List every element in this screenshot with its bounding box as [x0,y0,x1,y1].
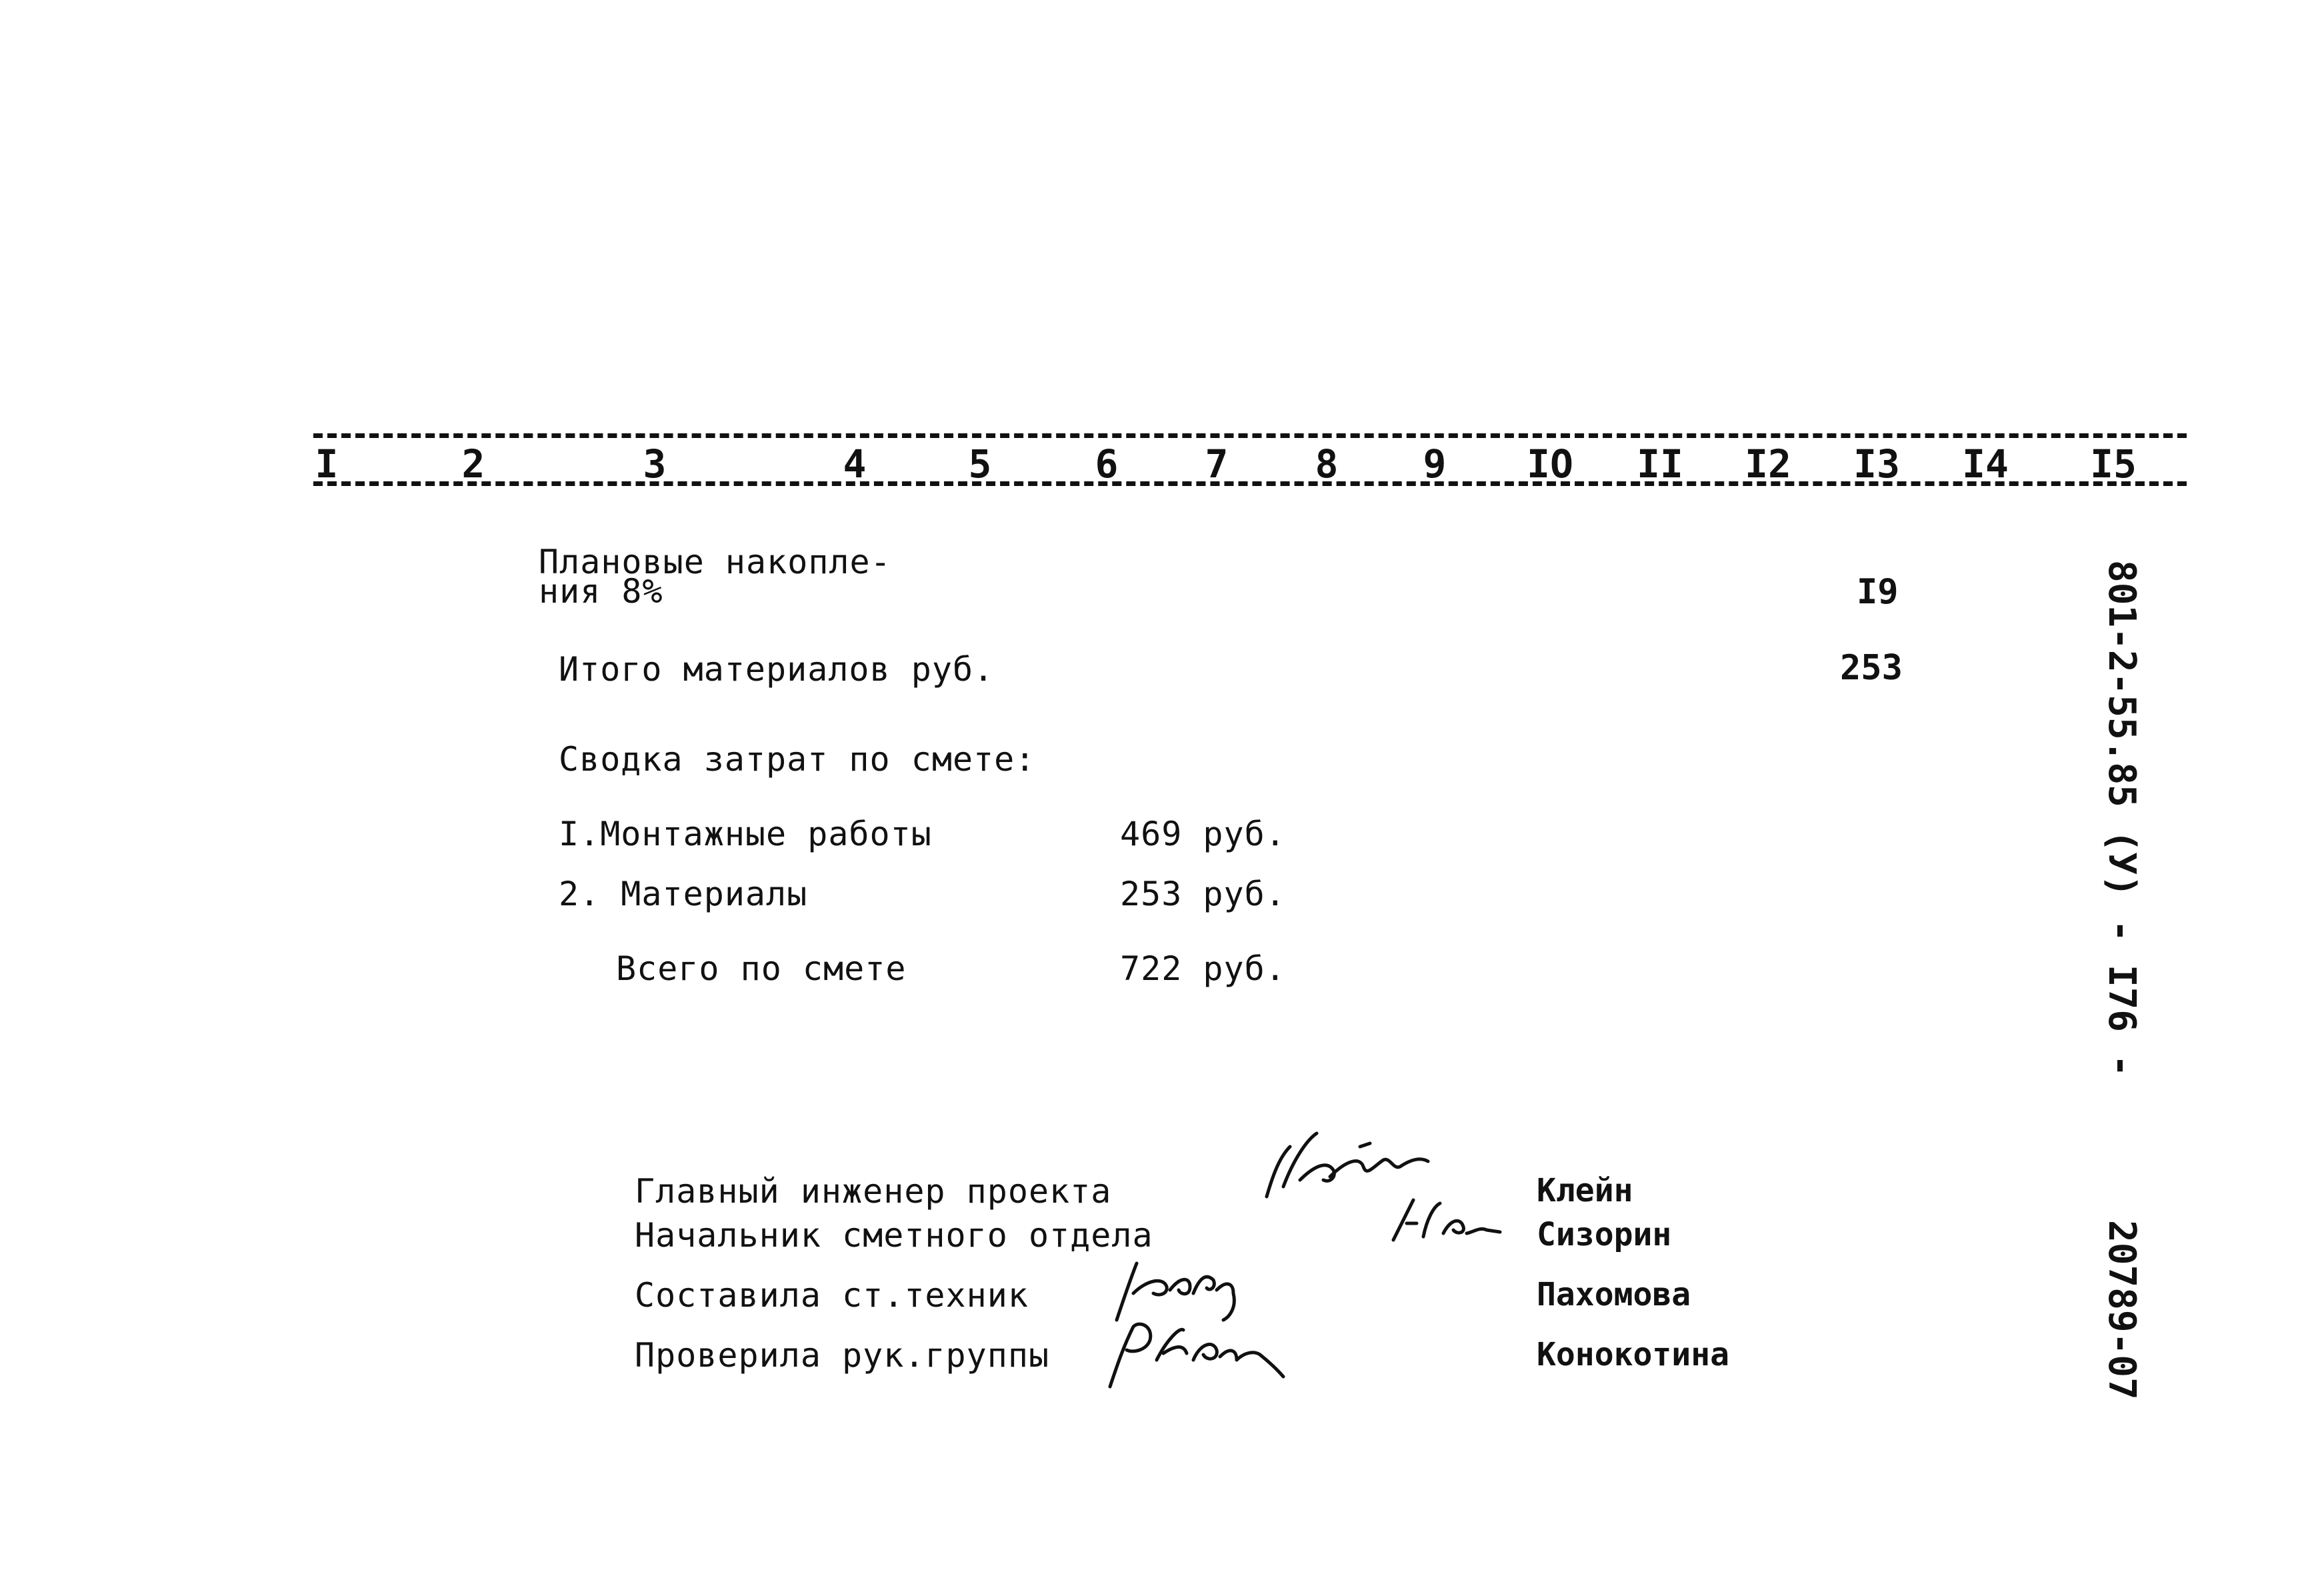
column-number: 5 [968,441,992,487]
column-number: I3 [1853,441,1900,487]
signature-name: Конокотина [1537,1336,1729,1373]
column-number: I [315,441,339,487]
column-number: I4 [1962,441,2009,487]
column-number: 8 [1315,441,1339,487]
column-number: 2 [461,441,485,487]
column-number: 3 [643,441,667,487]
signature-role: Проверила рук.группы [635,1336,1050,1375]
column-number: IO [1527,441,1573,487]
signature-role: Главный инженер проекта [635,1172,1112,1211]
planned-savings-label-line1: Плановые накопле- [539,543,891,581]
total-materials-label: Итого материалов руб. [559,650,995,689]
column-number: 6 [1095,441,1119,487]
total-materials-value: 253 [1840,648,1903,688]
column-number: 4 [843,441,867,487]
header-bottom-rule [313,481,2187,486]
handwritten-signature-estimate-head [1387,1193,1520,1247]
summary-heading: Сводка затрат по смете: [559,740,1036,779]
planned-savings-label-line2: ния 8% [539,572,663,611]
column-number: II [1637,441,1683,487]
column-number: 7 [1205,441,1229,487]
summary-item-value: 469 руб. [1120,815,1286,853]
summary-item-value: 253 руб. [1120,875,1286,913]
signature-name: Сизорин [1537,1216,1672,1253]
column-number: 9 [1423,441,1447,487]
header-top-rule [313,433,2187,438]
margin-doc-code: 801-2-55.85 (У) - I76 - [2100,560,2143,1077]
summary-item-label: 2. Материалы [559,875,808,913]
signature-name: Клейн [1537,1172,1633,1209]
margin-archive-number: 20789-07 [2100,1220,2143,1400]
signature-role: Начальник сметного отдела [635,1216,1153,1255]
column-number: I2 [1745,441,1791,487]
signature-name: Пахомова [1537,1276,1691,1313]
grand-total-label: Всего по смете [616,949,907,988]
column-number: I5 [2090,441,2137,487]
summary-item-label: I.Монтажные работы [559,815,932,853]
planned-savings-value: I9 [1857,572,1899,612]
grand-total-value: 722 руб. [1120,949,1286,988]
signature-role: Составила ст.техник [635,1276,1029,1315]
handwritten-signature-reviewer [1100,1313,1313,1400]
